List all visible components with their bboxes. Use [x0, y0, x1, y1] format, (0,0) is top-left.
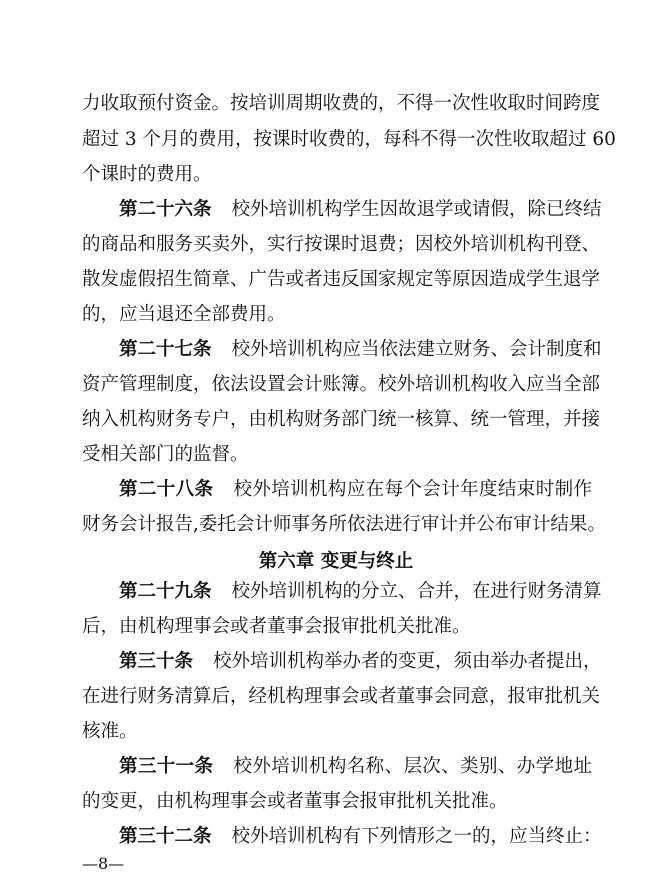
text-line: 个课时的费用。	[82, 164, 212, 185]
text-segment: 校外培训机构的分立、合并，在进行财务清算	[231, 581, 602, 602]
article-title: 第三十二条	[119, 826, 212, 847]
article-title: 第二十八条	[119, 479, 214, 500]
text-segment: 校外培训机构学生因故退学或请假，除已终结	[231, 199, 602, 220]
article-28-first-line	[119, 481, 592, 500]
text-line: 力收取预付资金。按培训周期收费的，不得一次性收取时间跨度	[82, 93, 601, 114]
text-segment: 校外培训机构举办者的变更，须由举办者提出，	[213, 651, 602, 672]
text-line: 的，应当退还全部费用。	[82, 304, 286, 325]
text-segment: 校外培训机构应当依法建立财务、会计制度和	[231, 339, 602, 360]
chapter-heading: 第六章 变更与终止	[258, 551, 414, 572]
text-segment: 校外培训机构应在每个会计年度结束时制作	[233, 479, 592, 500]
article-32-first-line	[119, 826, 602, 847]
text-line: 的商品和服务买卖外，实行按课时退费；因校外培训机构刊登、	[82, 234, 601, 255]
article-title: 第三十一条	[119, 756, 214, 777]
article-30-first-line	[119, 651, 602, 672]
text-line: 超过 3 个月的费用，按课时收费的，每科不得一次性收取超过 60	[82, 129, 616, 150]
article-title: 第二十七条	[119, 339, 212, 360]
page-number: —8—	[82, 854, 125, 873]
article-31-first-line	[119, 758, 592, 777]
article-27-first-line	[119, 339, 602, 360]
text-line: 财务会计报告,委托会计师事务所依法进行审计并公布审计结果。	[82, 514, 606, 535]
article-title: 第三十条	[119, 651, 194, 672]
text-line: 在进行财务清算后，经机构理事会或者董事会同意，报审批机关	[82, 686, 601, 707]
text-line: 受相关部门的监督。	[82, 444, 249, 465]
article-29-first-line	[119, 581, 602, 602]
article-26-first-line	[119, 199, 602, 220]
article-title: 第二十六条	[119, 199, 212, 220]
text-line: 后，由机构理事会或者董事会报审批机关批准。	[82, 616, 471, 637]
text-line: 纳入机构财务专户，由机构财务部门统一核算、统一管理，并接	[82, 409, 601, 430]
text-line: 散发虚假招生简章、广告或者违反国家规定等原因造成学生退学	[82, 269, 601, 290]
text-segment: 校外培训机构有下列情形之一的，应当终止：	[231, 826, 602, 847]
text-line: 资产管理制度，依法设置会计账簿。校外培训机构收入应当全部	[82, 374, 601, 395]
article-title: 第二十九条	[119, 581, 212, 602]
text-segment: 校外培训机构名称、层次、类别、办学地址	[233, 756, 592, 777]
text-line: 核准。	[82, 721, 138, 742]
text-line: 的变更，由机构理事会或者董事会报审批机关批准。	[82, 791, 508, 812]
